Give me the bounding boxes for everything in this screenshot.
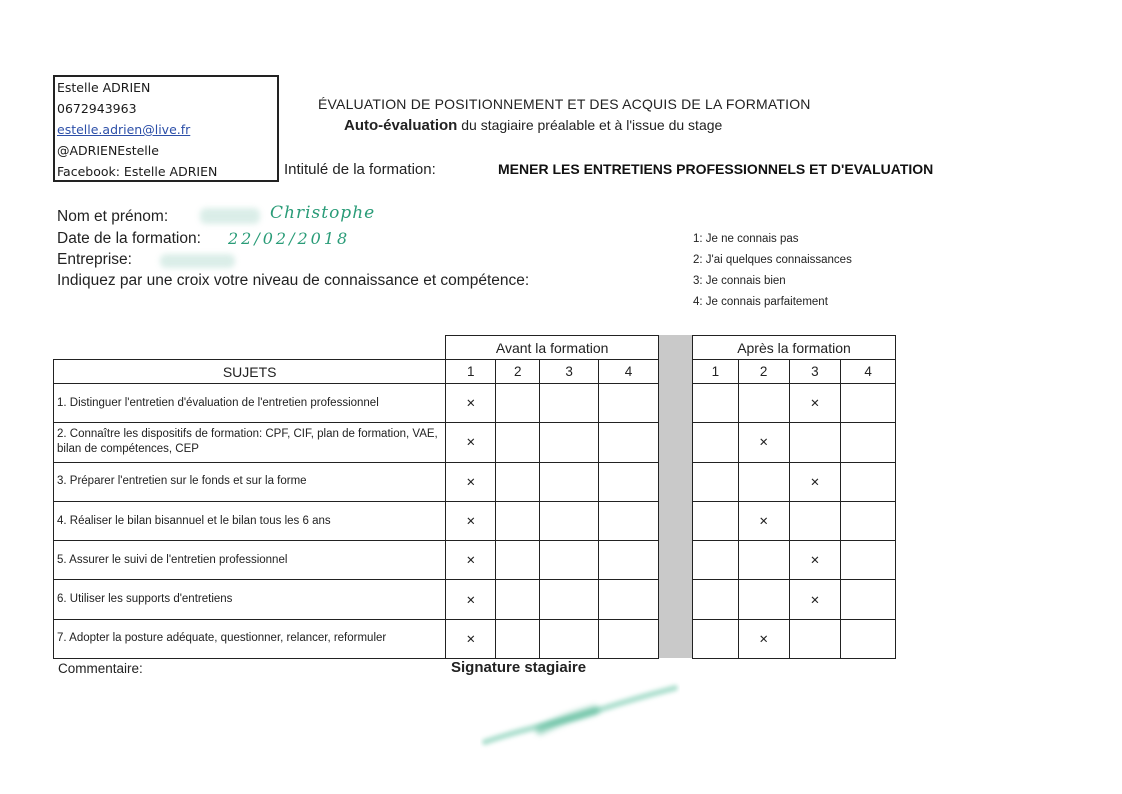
before-cell-level-1[interactable] (446, 384, 496, 423)
table-row (54, 580, 659, 619)
cross-mark-icon: ✕ (810, 592, 820, 607)
legend-item-3: 3: Je connais bien (693, 275, 786, 287)
before-cell-level-1[interactable] (446, 541, 496, 580)
after-cell-level-1[interactable] (693, 423, 739, 462)
after-cell-level-1[interactable] (693, 580, 739, 619)
after-cell-level-1[interactable] (693, 619, 739, 658)
subject-cell: 2. Connaître les dispositifs de formation: CPF, CIF, plan de formation, VAE, bilan de compétences, CEP (54, 423, 446, 462)
subtitle-bold: Auto-évaluation (344, 117, 458, 134)
before-cell-level-2[interactable] (496, 580, 540, 619)
table-row (54, 541, 659, 580)
subject-cell: 4. Réaliser le bilan bisannuel et le bilan tous les 6 ans (54, 501, 446, 540)
instruction-text: Indiquez par une croix votre niveau de connaissance et compétence: (57, 272, 530, 289)
cross-mark-icon: ✕ (465, 474, 476, 489)
redacted-surname (200, 208, 260, 224)
cross-mark-icon: ✕ (465, 553, 476, 568)
before-cell-level-2[interactable] (496, 384, 540, 423)
empty-cell (54, 336, 446, 360)
table-row (54, 462, 659, 501)
before-level-2: 2 (496, 360, 540, 384)
training-value: MENER LES ENTRETIENS PROFESSIONNELS ET D'EVALUATION (498, 161, 934, 177)
table-row (54, 619, 659, 658)
name-label: Nom et prénom: (57, 208, 169, 225)
cross-mark-icon: ✕ (810, 474, 820, 489)
subtitle-rest: du stagiaire préalable et à l'issue du stage (457, 117, 723, 133)
before-cell-level-1[interactable] (446, 501, 496, 540)
table-row (54, 423, 659, 462)
before-cell-level-3[interactable] (540, 501, 599, 540)
after-header: Après la formation (693, 336, 896, 360)
before-cell-level-2[interactable] (496, 423, 540, 462)
before-level-4: 4 (599, 360, 659, 384)
legend-item-1: 1: Je ne connais pas (693, 233, 799, 245)
before-cell-level-4[interactable] (599, 462, 659, 501)
before-cell-level-1[interactable] (446, 423, 496, 462)
after-cell-level-2[interactable] (738, 619, 789, 658)
before-level-3: 3 (540, 360, 599, 384)
after-cell-level-4[interactable] (841, 501, 896, 540)
before-cell-level-4[interactable] (599, 501, 659, 540)
cross-mark-icon: ✕ (465, 592, 476, 607)
after-cell-level-4[interactable] (841, 462, 896, 501)
table-row (693, 619, 896, 658)
document-title: ÉVALUATION DE POSITIONNEMENT ET DES ACQUIS DE LA FORMATION (318, 96, 811, 112)
signature-scribble (480, 680, 680, 750)
table-row (693, 501, 896, 540)
after-cell-level-4[interactable] (841, 384, 896, 423)
subject-cell: 3. Préparer l'entretien sur le fonds et sur la forme (54, 462, 446, 501)
after-cell-level-2[interactable] (738, 541, 789, 580)
before-cell-level-3[interactable] (540, 423, 599, 462)
after-cell-level-3[interactable] (789, 423, 841, 462)
table-row (693, 580, 896, 619)
before-cell-level-4[interactable] (599, 619, 659, 658)
cross-mark-icon: ✕ (465, 396, 476, 411)
after-level-1: 1 (693, 360, 739, 384)
before-cell-level-1[interactable] (446, 462, 496, 501)
contact-facebook: Facebook: Estelle ADRIEN (57, 164, 218, 179)
before-cell-level-2[interactable] (496, 541, 540, 580)
contact-name: Estelle ADRIEN (57, 80, 151, 95)
after-cell-level-3[interactable] (789, 619, 841, 658)
after-cell-level-4[interactable] (841, 619, 896, 658)
before-cell-level-4[interactable] (599, 423, 659, 462)
cross-mark-icon: ✕ (758, 631, 769, 646)
after-level-4: 4 (841, 360, 896, 384)
subject-cell: 5. Assurer le suivi de l'entretien professionnel (54, 541, 446, 580)
before-cell-level-3[interactable] (540, 580, 599, 619)
before-cell-level-1[interactable] (446, 619, 496, 658)
training-label: Intitulé de la formation: (284, 161, 436, 178)
after-cell-level-2[interactable] (738, 423, 789, 462)
before-cell-level-2[interactable] (496, 462, 540, 501)
after-cell-level-4[interactable] (841, 541, 896, 580)
before-cell-level-2[interactable] (496, 501, 540, 540)
table-row (693, 384, 896, 423)
table-row (693, 462, 896, 501)
before-cell-level-3[interactable] (540, 384, 599, 423)
subject-cell: 1. Distinguer l'entretien d'évaluation de l'entretien professionnel (54, 384, 446, 423)
after-table (692, 335, 896, 659)
legend-item-4: 4: Je connais parfaitement (693, 296, 828, 308)
after-cell-level-2[interactable] (738, 580, 789, 619)
subject-cell: 6. Utiliser les supports d'entretiens (54, 580, 446, 619)
before-table (53, 335, 659, 659)
contact-phone: 0672943963 (57, 101, 137, 116)
before-cell-level-2[interactable] (496, 619, 540, 658)
table-row (693, 541, 896, 580)
after-cell-level-1[interactable] (693, 501, 739, 540)
after-cell-level-3[interactable] (789, 501, 841, 540)
cross-mark-icon: ✕ (758, 514, 769, 529)
after-cell-level-3[interactable] (789, 462, 841, 501)
before-cell-level-1[interactable] (446, 580, 496, 619)
before-cell-level-4[interactable] (599, 541, 659, 580)
legend-item-2: 2: J'ai quelques connaissances (693, 254, 852, 266)
after-cell-level-3[interactable] (789, 541, 841, 580)
table-row (54, 384, 659, 423)
after-cell-level-3[interactable] (789, 384, 841, 423)
after-cell-level-4[interactable] (841, 580, 896, 619)
column-separator-band (659, 335, 692, 658)
cross-mark-icon: ✕ (465, 514, 476, 529)
company-label: Entreprise: (57, 251, 132, 268)
signature-label: Signature stagiaire (451, 659, 587, 676)
after-cell-level-4[interactable] (841, 423, 896, 462)
after-cell-level-2[interactable] (738, 462, 789, 501)
contact-twitter: @ADRIENEstelle (57, 143, 159, 158)
after-cell-level-2[interactable] (738, 501, 789, 540)
before-level-1: 1 (446, 360, 496, 384)
contact-email-link[interactable]: estelle.adrien@live.fr (57, 122, 191, 137)
after-cell-level-2[interactable] (738, 384, 789, 423)
date-label: Date de la formation: (57, 230, 201, 247)
before-header: Avant la formation (446, 336, 659, 360)
document-subtitle (344, 117, 722, 134)
cross-mark-icon: ✕ (465, 631, 476, 646)
after-cell-level-1[interactable] (693, 541, 739, 580)
after-cell-level-1[interactable] (693, 384, 739, 423)
name-value: Christophe (270, 203, 376, 223)
table-row (54, 501, 659, 540)
before-cell-level-3[interactable] (540, 462, 599, 501)
before-cell-level-4[interactable] (599, 384, 659, 423)
after-cell-level-1[interactable] (693, 462, 739, 501)
cross-mark-icon: ✕ (810, 553, 820, 568)
after-level-2: 2 (738, 360, 789, 384)
contact-box (53, 75, 279, 182)
cross-mark-icon: ✕ (810, 396, 820, 411)
date-value: 22/02/2018 (228, 229, 351, 248)
before-cell-level-4[interactable] (599, 580, 659, 619)
table-row (693, 423, 896, 462)
cross-mark-icon: ✕ (465, 435, 476, 450)
subject-cell: 7. Adopter la posture adéquate, questionner, relancer, reformuler (54, 619, 446, 658)
before-cell-level-3[interactable] (540, 541, 599, 580)
before-cell-level-3[interactable] (540, 619, 599, 658)
after-cell-level-3[interactable] (789, 580, 841, 619)
after-level-3: 3 (789, 360, 841, 384)
redacted-company (160, 254, 235, 268)
cross-mark-icon: ✕ (758, 435, 769, 450)
comment-label: Commentaire: (58, 661, 143, 676)
subjects-header: SUJETS (54, 360, 446, 384)
